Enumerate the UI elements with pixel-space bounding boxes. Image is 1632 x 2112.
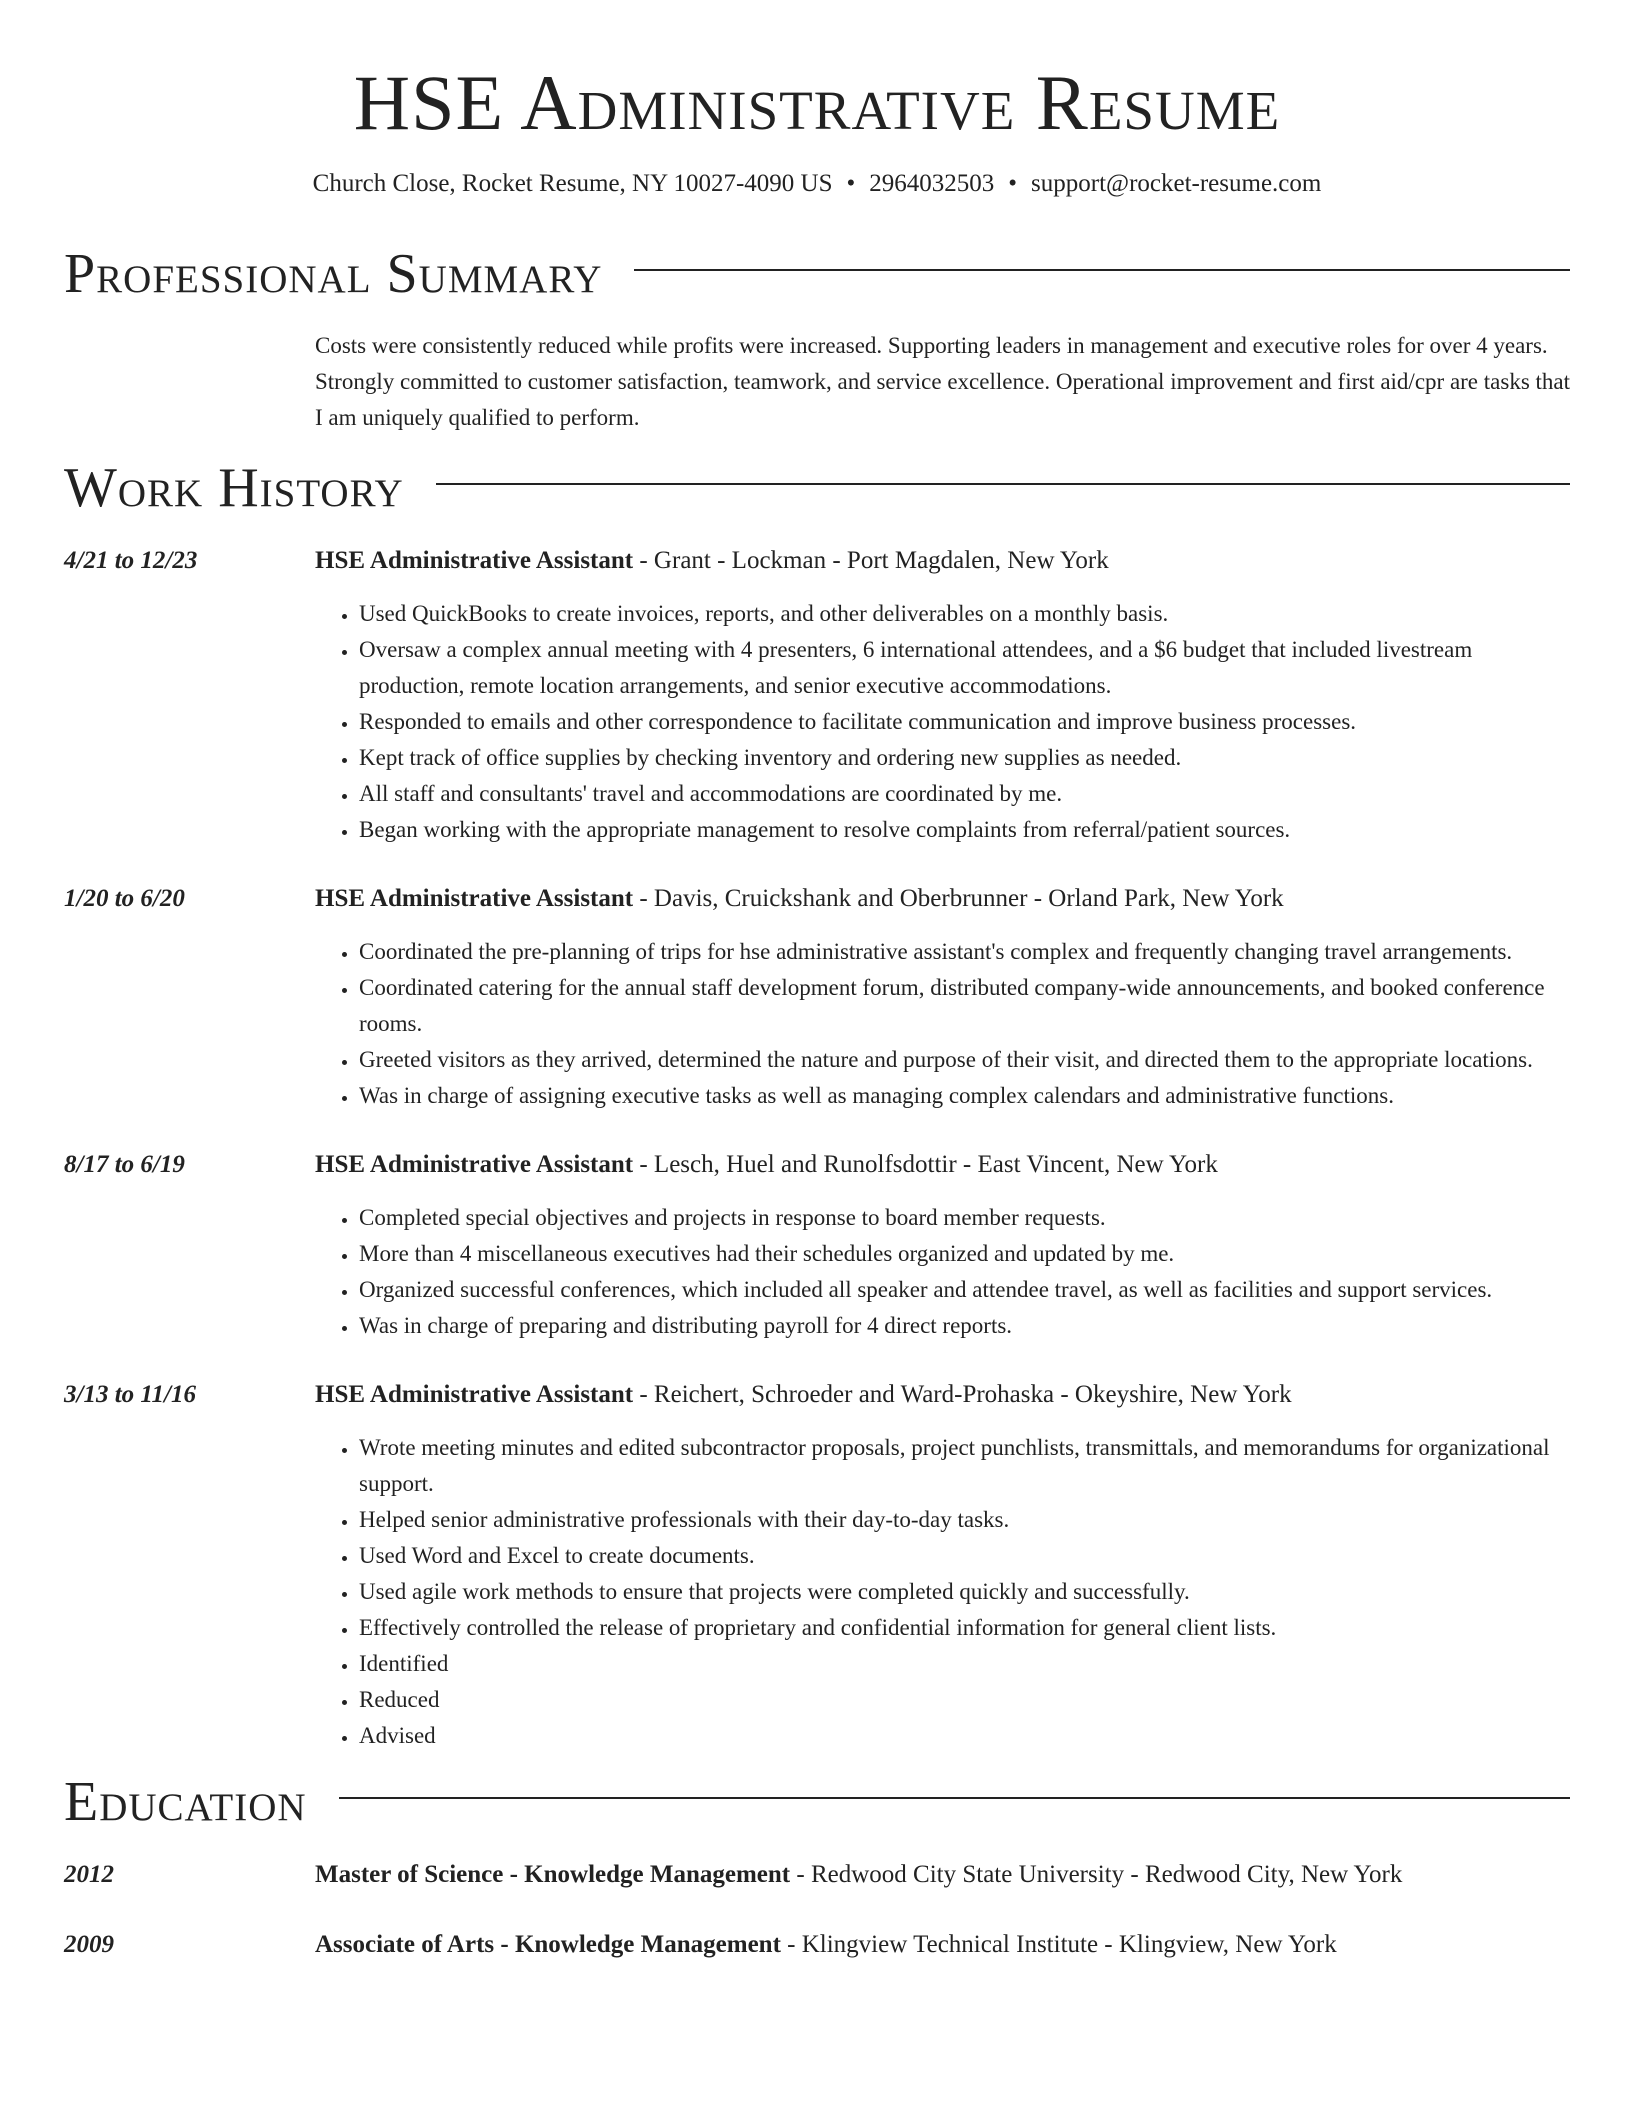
contact-line <box>64 168 1570 200</box>
education-entry <box>64 1858 1570 1892</box>
work-section-header <box>64 458 1570 518</box>
resume-name: HSE Administrative Resume <box>353 59 1281 146</box>
list-item: • Coordinated the pre-planning of trips for hse administrative assistant's complex and frequently changing travel arrangements. <box>359 934 1570 970</box>
list-item: • Effectively controlled the release of proprietary and confidential information for general client lists. <box>359 1610 1570 1646</box>
section-divider <box>634 269 1570 271</box>
job-title: HSE Administrative Assistant <box>315 1151 634 1178</box>
list-item: • Advised <box>359 1718 1570 1754</box>
list-item: • Was in charge of preparing and distributing payroll for 4 direct reports. <box>359 1308 1570 1344</box>
job-dates: 4/21 to 12/23 <box>64 547 198 574</box>
education-degree: Associate of Arts - Knowledge Management <box>315 1931 781 1958</box>
education-body <box>315 1858 1570 1892</box>
section-divider <box>339 1797 1570 1799</box>
job-heading <box>315 1148 1570 1182</box>
job-company-location: - Davis, Cruickshank and Oberbrunner - Orland Park, New York <box>633 885 1284 912</box>
contact-separator: • <box>846 170 856 197</box>
job-title: HSE Administrative Assistant <box>315 547 634 574</box>
list-item: • Oversaw a complex annual meeting with 4 presenters, 6 international attendees, and a $6 budget that included livestream production, remote location arrangements, and senior executive accommodations. <box>359 632 1570 704</box>
list-item: • Greeted visitors as they arrived, determined the nature and purpose of their visit, and directed them to the appropriate locations. <box>359 1042 1570 1078</box>
list-item: • Kept track of office supplies by checking inventory and ordering new supplies as needed. <box>359 740 1570 776</box>
summary-text: Costs were consistently reduced while profits were increased. Supporting leaders in management and executive roles for over 4 years. Strongly committed to customer satisfaction, teamwork, and service excellence. Operational improvement and first aid/cpr are tasks that I am uniquely qualified to perform. <box>315 333 1571 430</box>
education-year: 2012 <box>64 1861 114 1888</box>
job-heading <box>315 1378 1570 1412</box>
list-item: • Used Word and Excel to create documents. <box>359 1538 1570 1574</box>
job-entry <box>64 1378 1570 1754</box>
list-item: • More than 4 miscellaneous executives had their schedules organized and updated by me. <box>359 1236 1570 1272</box>
job-company-location: - Grant - Lockman - Port Magdalen, New York <box>633 547 1109 574</box>
education-degree: Master of Science - Knowledge Management <box>315 1861 791 1888</box>
education-entry <box>64 1928 1570 1962</box>
education-heading <box>315 1928 1570 1962</box>
list-item: • Identified <box>359 1646 1570 1682</box>
list-item: • Coordinated catering for the annual staff development forum, distributed company-wide announcements, and booked conference rooms. <box>359 970 1570 1042</box>
education-section-header <box>64 1772 1570 1832</box>
job-company-location: - Lesch, Huel and Runolfsdottir - East Vincent, New York <box>633 1151 1218 1178</box>
job-body <box>315 544 1570 848</box>
list-item: • Organized successful conferences, which included all speaker and attendee travel, as well as facilities and support services. <box>359 1272 1570 1308</box>
list-item: • Responded to emails and other correspondence to facilitate communication and improve business processes. <box>359 704 1570 740</box>
section-title-work: Work History <box>64 457 404 519</box>
job-dates: 8/17 to 6/19 <box>64 1151 185 1178</box>
list-item: • Was in charge of assigning executive tasks as well as managing complex calendars and administrative functions. <box>359 1078 1570 1114</box>
list-item: • All staff and consultants' travel and accommodations are coordinated by me. <box>359 776 1570 812</box>
list-item: • Completed special objectives and projects in response to board member requests. <box>359 1200 1570 1236</box>
contact-email: support@rocket-resume.com <box>1031 170 1322 197</box>
job-bullets <box>315 596 1570 848</box>
job-heading <box>315 882 1570 916</box>
contact-phone: 2964032503 <box>869 170 995 197</box>
list-item: • Began working with the appropriate management to resolve complaints from referral/patient sources. <box>359 812 1570 848</box>
list-item: • Used agile work methods to ensure that projects were completed quickly and successfully. <box>359 1574 1570 1610</box>
job-bullets <box>315 1200 1570 1344</box>
summary-section-header <box>64 244 1570 304</box>
education-school-location: - Klingview Technical Institute - Klingview, New York <box>780 1931 1337 1958</box>
section-title-education: Education <box>64 1771 307 1833</box>
contact-separator: • <box>1008 170 1018 197</box>
list-item: • Used QuickBooks to create invoices, reports, and other deliverables on a monthly basis. <box>359 596 1570 632</box>
job-dates: 1/20 to 6/20 <box>64 885 185 912</box>
section-title-summary: Professional Summary <box>64 243 603 305</box>
education-year: 2009 <box>64 1931 114 1958</box>
job-bullets <box>315 1430 1570 1754</box>
job-body <box>315 882 1570 1114</box>
job-bullets <box>315 934 1570 1114</box>
education-body <box>315 1928 1570 1962</box>
job-body <box>315 1378 1570 1754</box>
job-title: HSE Administrative Assistant <box>315 885 634 912</box>
job-dates: 3/13 to 11/16 <box>64 1381 196 1408</box>
job-body <box>315 1148 1570 1344</box>
resume-page <box>64 0 1570 1962</box>
section-divider <box>436 483 1570 485</box>
list-item: • Reduced <box>359 1682 1570 1718</box>
job-entry <box>64 882 1570 1114</box>
job-entry <box>64 1148 1570 1344</box>
list-item: • Wrote meeting minutes and edited subcontractor proposals, project punchlists, transmittals, and memorandums for organizational support. <box>359 1430 1570 1502</box>
education-heading <box>315 1858 1570 1892</box>
list-item: • Helped senior administrative professionals with their day-to-day tasks. <box>359 1502 1570 1538</box>
education-school-location: - Redwood City State University - Redwood City, New York <box>790 1861 1403 1888</box>
job-entry <box>64 544 1570 848</box>
contact-address: Church Close, Rocket Resume, NY 10027-4090 US <box>312 170 833 197</box>
job-title: HSE Administrative Assistant <box>315 1381 634 1408</box>
job-heading <box>315 544 1570 578</box>
job-company-location: - Reichert, Schroeder and Ward-Prohaska - Okeyshire, New York <box>633 1381 1292 1408</box>
